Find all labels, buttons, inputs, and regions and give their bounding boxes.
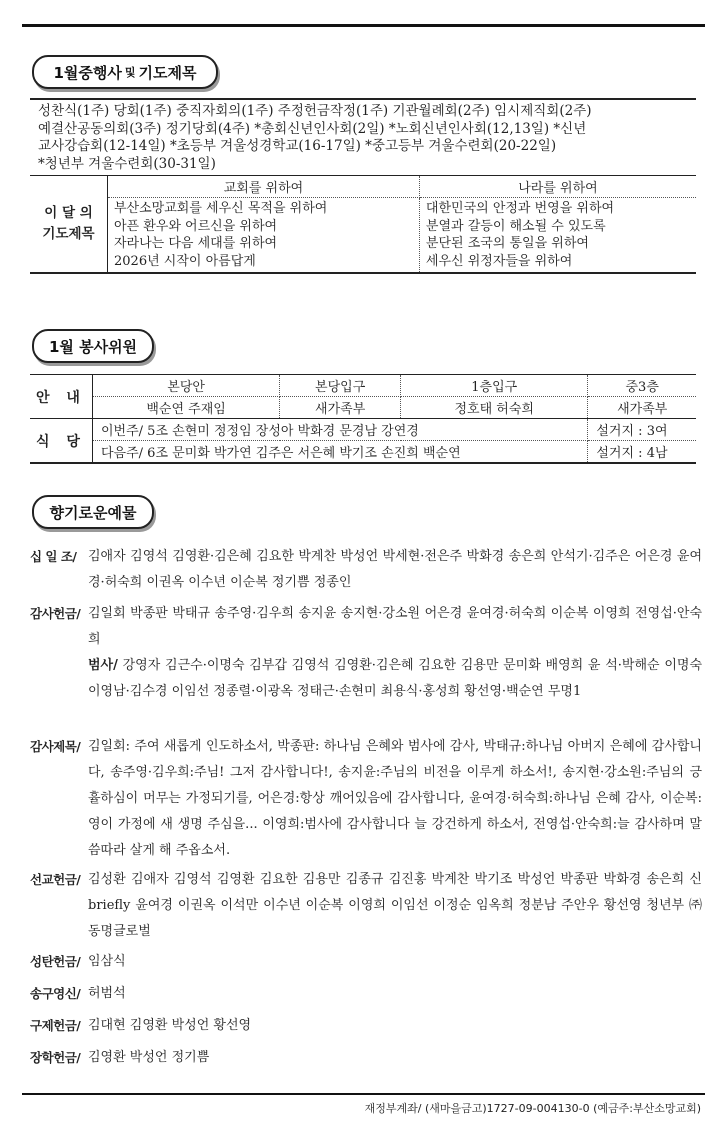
prayer-item: 자라나는 다음 세대를 위하여 [114, 236, 278, 251]
section-title-main: 1월중행사 [53, 63, 122, 82]
offering-text: 김성환 김애자 김영석 김영환 김요한 김용만 김종규 김진홍 박계찬 박기조 박성언 박종판 박화경 송은희 신briefly 윤여경 이권옥 이석만 이수년 이순복 이영희 이임선 이정순 임옥희 정분남 주안우 황선영 청년부 ㈜동명글로벌 [88, 872, 702, 939]
events-line: 성찬식(1주) 당회(1주) 중직자회의(1주) 주정헌금작정(1주) 기관월례회(2주) 임시제직회(2주) [38, 103, 592, 119]
offering-text: 김대현 김영환 박성언 황선영 [88, 1018, 252, 1033]
prayer-item: 아픈 환우와 어르신을 위하여 [114, 218, 278, 234]
prayer-label-line: 기도제목 [42, 226, 95, 242]
offering-sub [88, 653, 702, 705]
offering-label: 감사헌금/ [30, 606, 81, 621]
offering-text: 김일회: 주여 새롭게 인도하소서, 박종판: 하나님 은혜와 범사에 감사, 박태규:하나님 아버지 은혜에 감사합니다, 송주영·김우희:주님! 그저 감사합니다!, 송지윤:주님의 비전을 이루게 하소서!, 송지현·강소원:주님의 긍휼하심이 머무는 가정되기를, 어은경:항상 깨어있음에 감사합니다, 윤여경·허숙희:하나님 은혜 감사, 이순복:영이 가정에 새 생명 주심을... 이영희:범사에 감사합니다 늘 강건하게 하소서, 전영섭·안숙희:늘 감사하며 말씀따라 살게 해 주옵소서. [88, 739, 702, 858]
church-header: 교회를 위하여 [108, 176, 420, 198]
section-title-offerings: 향기로운예물 [32, 495, 154, 529]
volunteer-table [30, 374, 696, 464]
volunteer-block [30, 374, 696, 464]
offering-thanks-titles [30, 734, 702, 864]
bank-account-footer: 재정부계좌/ (새마을금고)1727-09-004130-0 (예금주:부산소망교회) [364, 1102, 701, 1115]
dining-row-dish: 설거지 : 3여 [588, 419, 696, 441]
prayer-item: 부산소망교회를 세우신 목적을 위하여 [114, 201, 328, 216]
offering-label: 송구영신/ [30, 986, 81, 1001]
nation-prayer-list [419, 198, 696, 274]
prayer-item: 대한민국의 안정과 번영을 위하여 [425, 201, 615, 216]
guide-header: 중3층 [588, 375, 696, 397]
section-title-volunteers: 1월 봉사위원 [32, 329, 154, 363]
offering-christmas [30, 949, 702, 975]
offering-label: 성탄헌금/ [30, 954, 81, 969]
section-title-events [32, 55, 218, 89]
offering-farewell [30, 981, 702, 1007]
offering-label: 십 일 조/ [30, 549, 77, 564]
bottom-rule [22, 1093, 705, 1095]
guide-value: 정호태 허숙희 [401, 397, 588, 419]
offering-label: 구제헌금/ [30, 1018, 81, 1033]
dining-row-text: 이번주/ 5조 손현미 정정임 장성아 박화경 문경남 강연경 [93, 419, 588, 441]
offering-mission [30, 867, 702, 945]
offering-text: 김일회 박종판 박태규 송주영·김우희 송지윤 송지현·강소원 어은경 윤여경·허숙희 이순복 이영희 전영섭·안숙희 [88, 606, 702, 647]
offering-text: 김영환 박성언 정기쁨 [88, 1050, 210, 1065]
events-block [30, 98, 696, 274]
offering-tithe [30, 544, 702, 596]
prayer-label-line: 이 달 의 [44, 205, 93, 221]
prayer-item: 분열과 갈등이 해소될 수 있도록 [425, 218, 606, 234]
offering-text: 임삼식 [88, 954, 126, 969]
offering-sub-label: 범사/ [88, 658, 118, 673]
events-line: *청년부 겨울수련회(30-31일) [38, 155, 216, 172]
offering-label: 감사제목/ [30, 739, 81, 754]
guide-value: 새가족부 [588, 397, 696, 419]
offering-relief [30, 1013, 702, 1039]
section-title-conj: 및 [124, 66, 136, 79]
events-line: 예결산공동의회(3주) 정기당회(4주) *총회신년인사회(2일) *노회신년인사회(12,13일) *신년 [38, 120, 587, 137]
guide-header: 본당안 [93, 375, 280, 397]
prayer-item: 분단된 조국의 통일을 위하여 [425, 236, 589, 251]
offering-text: 김애자 김영석 김영환·김은혜 김요한 박계찬 박성언 박세현·전은주 박화경 송은희 안석기·김주은 어은경 윤여경·허숙희 이권옥 이수년 이순복 정기쁨 정종인 [88, 549, 702, 590]
nation-header: 나라를 위하여 [419, 176, 696, 198]
prayer-label [30, 176, 108, 274]
prayer-table [30, 175, 696, 274]
offering-label: 선교헌금/ [30, 872, 81, 887]
top-rule [22, 24, 705, 27]
section-title-tail: 기도제목 [138, 63, 197, 82]
offering-thanks [30, 601, 702, 705]
church-prayer-list [108, 198, 420, 274]
offering-sub-text: 강영자 김근수·이명숙 김부갑 김영석 김영환·김은혜 김요한 김용만 문미화 배영희 윤 석·박해순 이명숙 이영남·김수경 이임선 정종렬·이광옥 정태근·손현미 최용식·홍성희 황선영·백순연 무명1 [88, 658, 703, 699]
guide-label: 안 내 [30, 375, 93, 419]
guide-header: 본당입구 [280, 375, 401, 397]
events-line: 교사강습회(12-14일) *초등부 겨울성경학교(16-17일) *중고등부 겨울수련회(20-22일) [38, 138, 557, 154]
dining-row-text: 다음주/ 6조 문미화 박가연 김주은 서은혜 박기조 손진희 백순연 [93, 441, 588, 464]
offering-scholarship [30, 1045, 702, 1071]
prayer-item: 2026년 시작이 아름답게 [114, 253, 256, 269]
dining-label: 식 당 [30, 419, 93, 464]
offering-text: 허범석 [88, 986, 126, 1001]
guide-value: 백순연 주재임 [93, 397, 280, 419]
dining-row-dish: 설거지 : 4남 [596, 446, 668, 461]
offering-label: 장학헌금/ [30, 1050, 81, 1065]
guide-header: 1층입구 [401, 375, 588, 397]
guide-value: 새가족부 [280, 397, 401, 419]
prayer-item: 세우신 위정자들을 위하여 [425, 253, 573, 269]
events-list [30, 98, 696, 175]
